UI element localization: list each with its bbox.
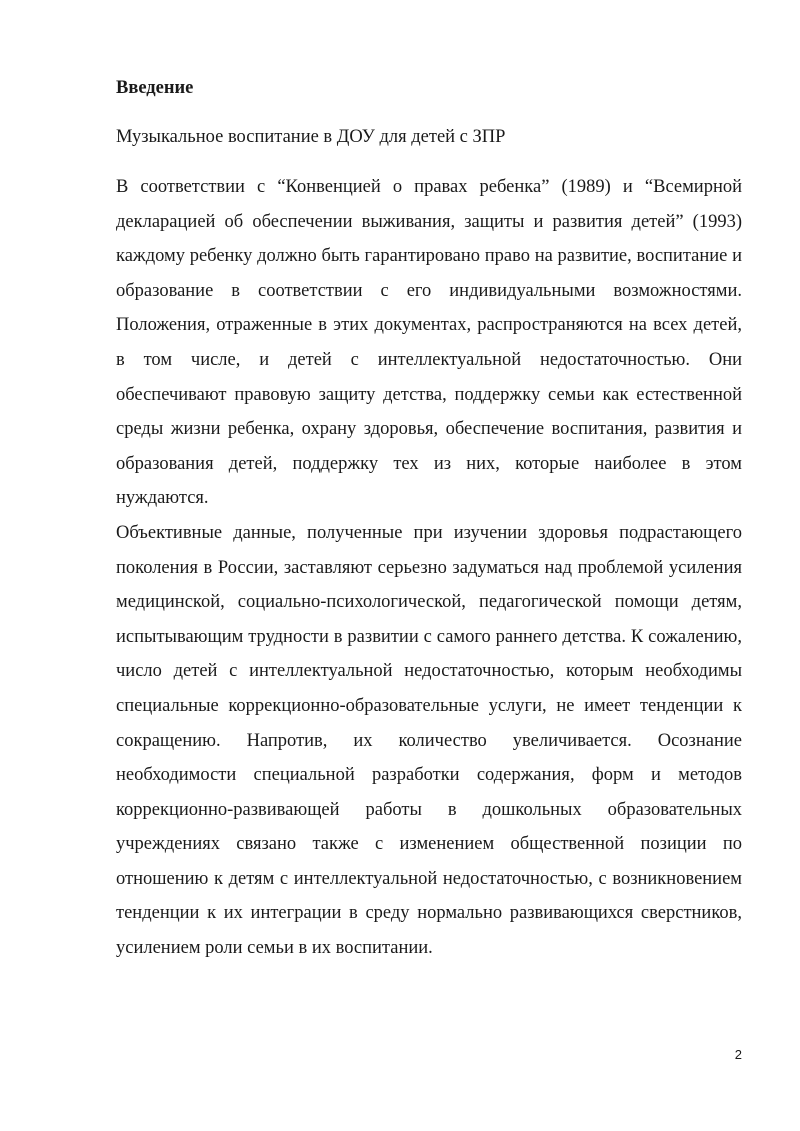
section-subtitle: Музыкальное воспитание в ДОУ для детей с ЗПР bbox=[116, 127, 506, 147]
paragraph-2: Объективные данные, полученные при изучении здоровья подрастающего поколения в России, заставляют серьезно задуматься над проблемой усиления медицинской, социально-психологической, педагогической помощи детям, испытывающим трудности в развитии с самого раннего детства. К сожалению, число детей с интеллектуальной недостаточностью, которым необходимы специальные коррекционно-образовательные услуги, не имеет тенденции к сокращению. Напротив, их количество увеличивается. Осознание необходимости специальной разработки содержания, форм и методов коррекционно-развивающей работы в дошкольных образовательных учреждениях связано также с изменением общественной позиции по отношению к детям с интеллектуальной недостаточностью, с возникновением тенденции к их интеграции в среду нормально развивающихся сверстников, усилением роли семьи в их воспитании. bbox=[116, 522, 742, 959]
paragraph-1: В соответствии с “Конвенцией о правах ребенка” (1989) и “Всемирной декларацией об обеспечении выживания, защиты и развития детей” (1993) каждому ребенку должно быть гарантировано право на развитие, воспитание и образование в соответствии с его индивидуальными возможностями. Положения, отраженные в этих документах, распространяются на всех детей, в том числе, и детей с интеллектуальной недостаточностью. Они обеспечивают правовую защиту детства, поддержку семьи как естественной среды жизни ребенка, охрану здоровья, обеспечение воспитания, развития и образования детей, поддержку тех из них, которые наиболее в этом нуждаются. bbox=[116, 177, 742, 509]
body-text bbox=[116, 170, 742, 966]
section-heading: Введение bbox=[116, 78, 194, 98]
page-number: 2 bbox=[734, 1047, 742, 1062]
